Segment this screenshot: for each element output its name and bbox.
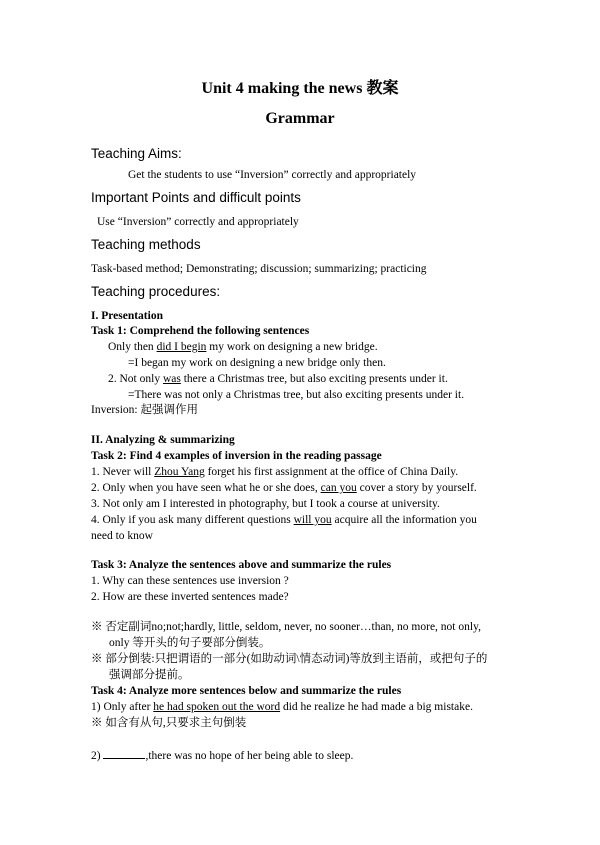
part1-heading: I. Presentation xyxy=(91,310,163,322)
document-subtitle: Grammar xyxy=(265,110,335,127)
fill-in-blank xyxy=(103,747,145,759)
document-title: Unit 4 making the news 教案 xyxy=(201,80,399,97)
sentence-2: 2. Not only was there a Christmas tree, but also exciting presents under it. xyxy=(108,373,448,385)
rule-note-1: ※ 否定副词no;not;hardly, little, seldom, never, no sooner…than, no more, not only, xyxy=(91,621,481,633)
example-4-cont: need to know xyxy=(91,530,153,542)
rule-note-1-cont: only 等开头的句子要部分倒装。 xyxy=(109,637,271,649)
task4-clause-note: ※ 如含有从句,只要求主句倒装 xyxy=(91,717,247,729)
question-1: 1. Why can these sentences use inversion ? xyxy=(91,575,289,587)
aims-heading: Teaching Aims: xyxy=(91,146,182,161)
part2-heading: II. Analyzing & summarizing xyxy=(91,434,235,446)
example-2: 2. Only when you have seen what he or she does, can you cover a story by yourself. xyxy=(91,482,477,494)
rule-note-2: ※ 部分倒装:只把谓语的一部分(如助动词\情态动词)等放到主语前，或把句子的 xyxy=(91,653,488,665)
task4-heading: Task 4: Analyze more sentences below and summarize the rules xyxy=(91,685,402,697)
methods-heading: Teaching methods xyxy=(91,237,201,252)
points-heading: Important Points and difficult points xyxy=(91,190,301,205)
example-4: 4. Only if you ask many different questions will you acquire all the information you xyxy=(91,514,477,526)
task4-sentence-1: 1) Only after he had spoken out the word did he realize he had made a big mistake. xyxy=(91,701,473,713)
task1-heading: Task 1: Comprehend the following sentences xyxy=(91,325,310,337)
task4-sentence-2: 2) ,there was no hope of her being able to sleep. xyxy=(91,747,353,764)
sentence-2-rewrite: =There was not only a Christmas tree, but also exciting presents under it. xyxy=(128,389,465,401)
task3-heading: Task 3: Analyze the sentences above and summarize the rules xyxy=(91,559,392,571)
rule-note-2-cont: 强调部分提前。 xyxy=(109,669,190,681)
aims-text: Get the students to use “Inversion” correctly and appropriately xyxy=(128,169,417,181)
question-2: 2. How are these inverted sentences made? xyxy=(91,591,289,603)
example-1: 1. Never will Zhou Yang forget his first assignment at the office of China Daily. xyxy=(91,466,459,478)
sentence-1: Only then did I begin my work on designing a new bridge. xyxy=(108,341,378,353)
points-text: Use “Inversion” correctly and appropriately xyxy=(97,216,299,228)
methods-text: Task-based method; Demonstrating; discussion; summarizing; practicing xyxy=(91,263,427,275)
example-3: 3. Not only am I interested in photography, but I took a course at university. xyxy=(91,498,440,510)
inversion-note: Inversion: 起强调作用 xyxy=(91,404,199,416)
task2-heading: Task 2: Find 4 examples of inversion in the reading passage xyxy=(91,450,382,462)
procedures-heading: Teaching procedures: xyxy=(91,284,221,299)
sentence-1-rewrite: =I began my work on designing a new bridge only then. xyxy=(128,357,386,369)
